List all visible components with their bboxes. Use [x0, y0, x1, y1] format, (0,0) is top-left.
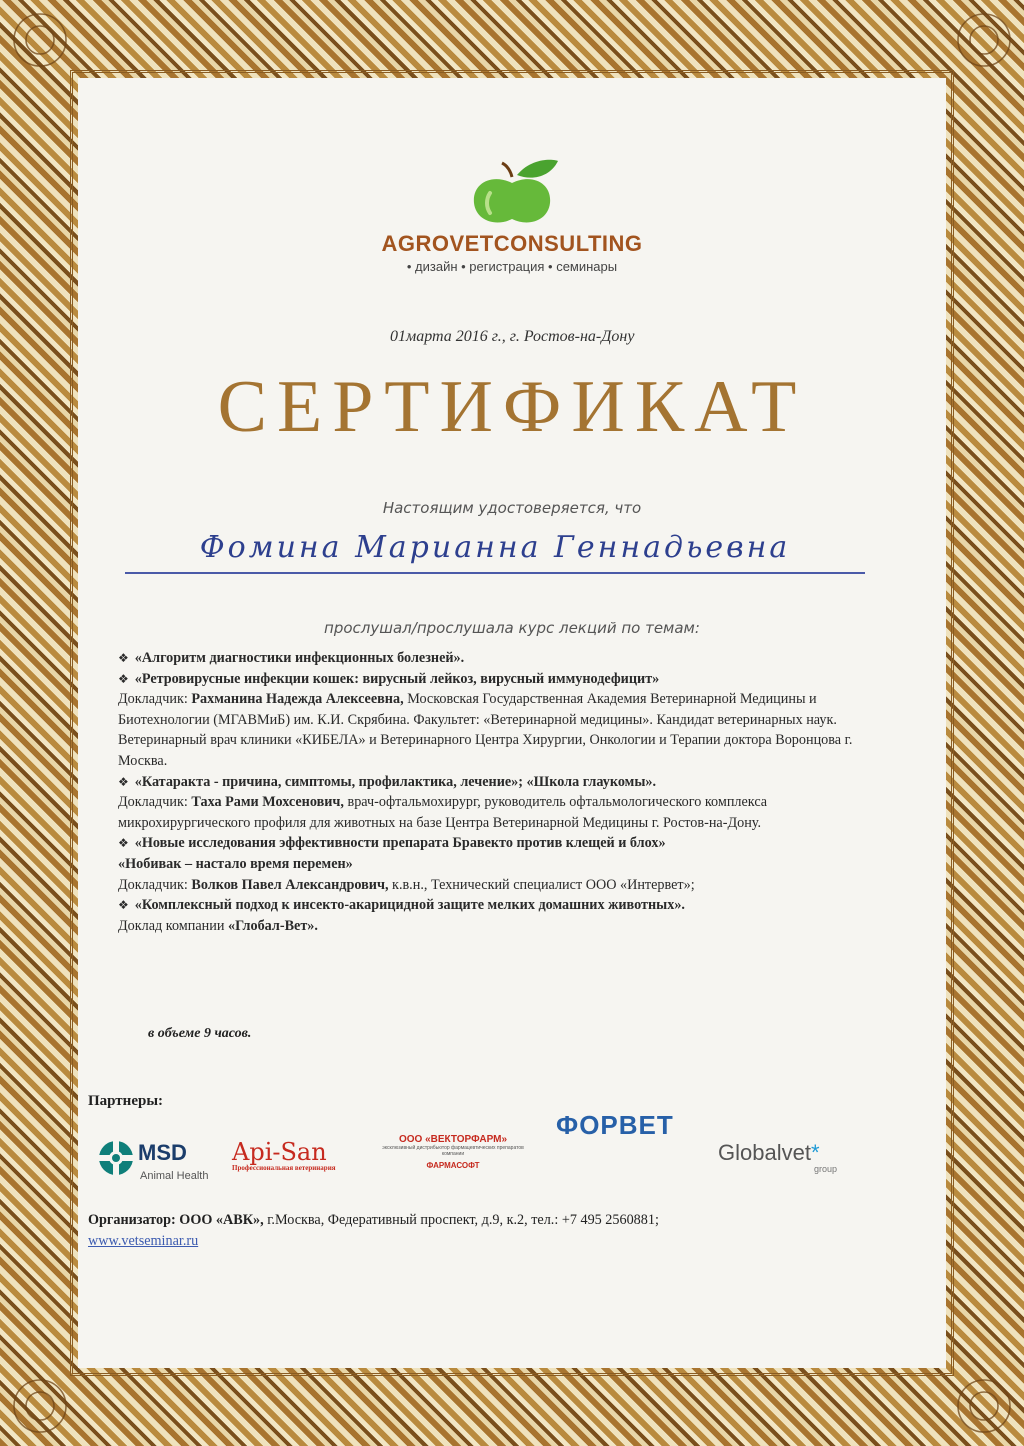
brand-name: AGROVETCONSULTING	[381, 231, 643, 256]
speaker-name: Таха Рами Мохсенович,	[191, 794, 344, 811]
topic-title: «Ретровирусные инфекции кошек: вирусный лейкоз, вирусный иммунодефицит»	[134, 670, 660, 687]
partners-label: Партнеры:	[88, 1093, 164, 1109]
msd-logo	[98, 1140, 209, 1182]
bullet-icon: ❖	[118, 671, 129, 686]
globalvet-subtitle: group	[814, 1164, 838, 1174]
vectorpharm-name: ООО «ВЕКТОРФАРМ»	[398, 1134, 508, 1145]
course-volume: в объеме 9 часов.	[148, 1026, 252, 1041]
list-item	[118, 895, 878, 936]
date-place: 01марта 2016 г., г. Ростов-на-Дону	[390, 328, 635, 345]
forvet-logo: ФОРВЕТ	[556, 1110, 674, 1140]
apisan-name: Api-San	[232, 1138, 327, 1166]
list-item	[118, 833, 878, 895]
list-item	[118, 772, 878, 834]
speaker-name: Волков Павел Александрович,	[191, 876, 389, 893]
topics-list	[118, 648, 878, 936]
agrovet-logo	[0, 155, 1024, 274]
apple-leaf-icon	[462, 155, 562, 227]
globalvet-logo	[718, 1140, 838, 1174]
topic-title: «Алгоритм диагностики инфекционных болезней».	[134, 650, 465, 666]
globalvet-star-icon: *	[810, 1140, 820, 1165]
speaker-label: Докладчик:	[118, 691, 188, 708]
certificate-title: СЕРТИФИКАТ	[217, 366, 807, 448]
organizer-address: г.Москва, Федеративный проспект, д.9, к.2, тел.: +7 495 2560881;	[267, 1212, 659, 1228]
pharmasoft-name: ФАРМАСОФТ	[426, 1161, 480, 1170]
recipient-name: Фомина Марианна Геннадьевна	[199, 530, 791, 565]
vectorpharm-subtitle: эксклюзивный дистрибьютор фармацевтических препаратов компании	[382, 1145, 524, 1157]
speaker-details: к.в.н., Технический специалист ООО «Интервет»;	[392, 876, 695, 893]
topic-title: «Новые исследования эффективности препарата Бравекто против клещей и блох»	[134, 835, 666, 852]
speaker-label: Докладчик:	[118, 794, 188, 811]
topic-title: «Комплексный подход к инсекто-акарицидной защите мелких домашних животных».	[134, 897, 685, 914]
msd-name: MSD	[138, 1140, 187, 1165]
bullet-icon: ❖	[118, 774, 129, 789]
apisan-subtitle: Профессиональная ветеринария	[232, 1164, 336, 1172]
speaker-details: врач-офтальмохирург, руководитель офтальмологического комплекса микрохирургического профиля для животных на базе Центра Ветеринарной Медицины г. Ростов-на-Дону.	[118, 794, 768, 831]
msd-emblem-icon	[98, 1140, 134, 1176]
list-item	[118, 669, 878, 772]
vectorpharm-logo	[378, 1134, 528, 1170]
speaker-name: «Глобал-Вет».	[228, 917, 318, 934]
organizer-org: ООО «АВК»,	[179, 1212, 264, 1228]
bullet-icon: ❖	[118, 898, 129, 913]
speaker-label: Докладчик:	[118, 876, 188, 893]
listened-text: прослушал/прослушала курс лекций по темам:	[324, 619, 700, 637]
certify-text: Настоящим удостоверяется, что	[382, 499, 642, 517]
topic-title: «Катаракта - причина, симптомы, профилактика, лечение»; «Школа глаукомы».	[134, 773, 657, 790]
speaker-name: Рахманина Надежда Алексеевна,	[191, 691, 404, 708]
globalvet-name: Globalvet	[718, 1140, 811, 1165]
bullet-icon: ❖	[118, 651, 129, 665]
apisan-logo	[232, 1138, 336, 1172]
brand-tagline: • дизайн • регистрация • семинары	[406, 259, 618, 274]
speaker-label: Доклад компании	[118, 917, 225, 934]
list-item	[118, 648, 878, 669]
bullet-icon: ❖	[118, 836, 129, 851]
topic-title-2: «Нобивак – настало время перемен»	[118, 855, 353, 872]
msd-subtitle: Animal Health	[140, 1170, 209, 1182]
recipient-underline	[125, 572, 865, 574]
organizer-info	[88, 1210, 888, 1252]
speaker-details: Московская Государственная Академия Ветеринарной Медицины и Биотехнологии (МГАВМиБ) им. К.И. Скрябина. Факультет: «Ветеринарной медицины». Кандидат ветеринарных наук. Ветеринарный врач клиники «КИБЕЛА» и Ветеринарного Центра Хирургии, Онкологии и Терапии доктора Воронцова г. Москва.	[118, 691, 853, 769]
website-link[interactable]: www.vetseminar.ru	[88, 1233, 199, 1249]
organizer-label: Организатор:	[88, 1212, 176, 1228]
